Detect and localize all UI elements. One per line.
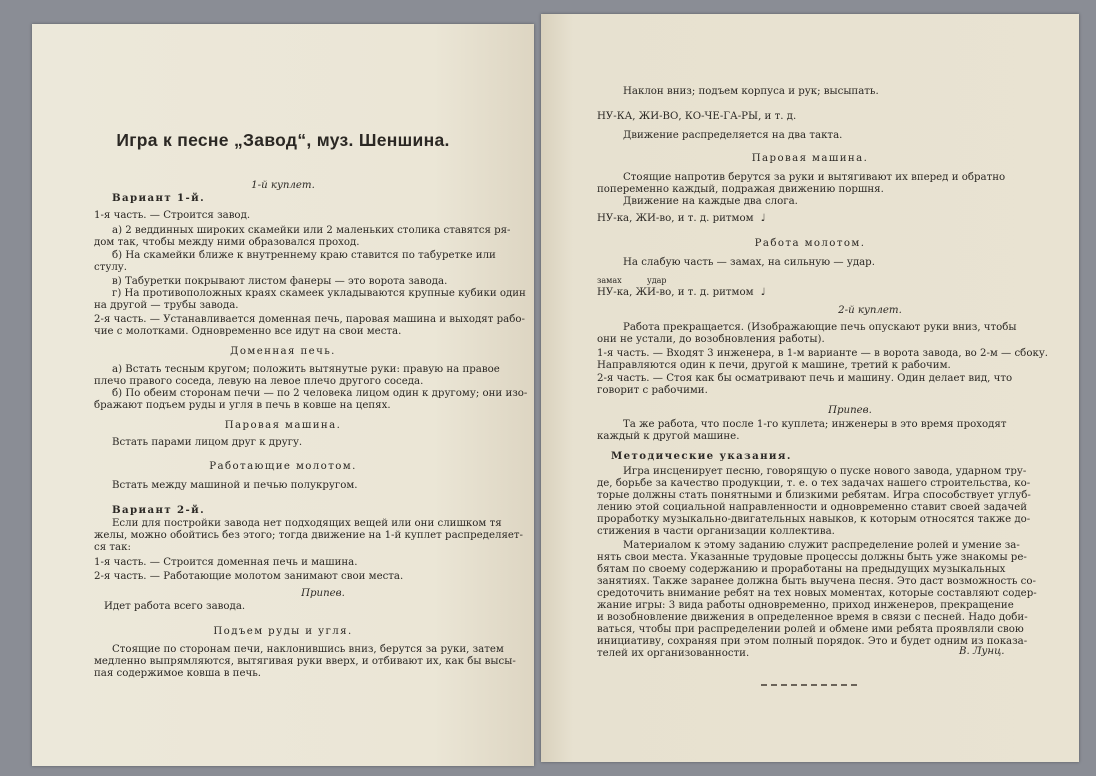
paragraph-line: бражают подъем руды и угля в печь в ковше на цепях. bbox=[94, 400, 391, 411]
rhythm-text: НУ-ка, ЖИ-во, и т. д. ритмом bbox=[597, 287, 754, 298]
paragraph-line: 2-я часть. — Стоя как бы осматривают печь и машину. Один делает вид, что bbox=[597, 373, 1013, 384]
paragraph-line: ваться, чтобы при распределении ролей и обмене ими ребята проявляли свою bbox=[597, 624, 1024, 635]
ore-heading: Подъем руды и угля. bbox=[213, 626, 353, 637]
paragraph-line: нять свои места. Указанные трудовые процессы должны быть уже знакомы ре- bbox=[597, 552, 1027, 563]
paragraph-line: 2-я часть. — Работающие молотом занимают свои места. bbox=[94, 571, 404, 582]
paragraph-line: Направляются один к печи, другой к машине, третий к рабочим. bbox=[597, 360, 951, 371]
paragraph-line: телей их организованности. bbox=[597, 648, 750, 659]
paragraph-line: Та же работа, что после 1-го куплета; инженеры в это время проходят bbox=[623, 419, 1007, 430]
paragraph-line: попеременно каждый, подражая движению поршня. bbox=[597, 184, 884, 195]
variant2-heading: Вариант 2-й. bbox=[112, 504, 206, 516]
paragraph-line: желы, можно обойтись без этого; тогда движение на 1-й куплет распределяет- bbox=[94, 530, 523, 541]
page-title: Игра к песне „Завод“, муз. Шеншина. bbox=[116, 130, 450, 150]
paragraph-line: Встать парами лицом друг к другу. bbox=[112, 437, 303, 448]
variant1-heading: Вариант 1-й. bbox=[112, 192, 206, 204]
swing-label: замах bbox=[597, 276, 622, 285]
paragraph-line: плечо правого соседа, левую на левое плечо другого соседа. bbox=[94, 376, 424, 387]
paragraph-line: дом так, чтобы между ними образовался проход. bbox=[94, 237, 360, 248]
part2-line: 2-я часть. — Устанавливается доменная печь, паровая машина и выходят рабо- bbox=[94, 314, 525, 325]
paragraph-line: Встать между машиной и печью полукругом. bbox=[112, 480, 358, 491]
method-heading: Методические указания. bbox=[611, 450, 792, 462]
note-icon: ♩ bbox=[760, 287, 766, 298]
paragraph-line: стижения в части организации коллектива. bbox=[597, 526, 835, 537]
chorus-heading: Припев. bbox=[828, 405, 872, 416]
paragraph-line: 1-я часть. — Строится доменная печь и машина. bbox=[94, 557, 358, 568]
paragraph-line: торые должны стать понятными и близкими ребятам. Игра способствует углуб- bbox=[597, 490, 1031, 501]
paragraph-line: Стоящие по сторонам печи, наклонившись вниз, берутся за руки, затем bbox=[112, 644, 504, 655]
paragraph-line: НУ-КА, ЖИ-ВО, КО-ЧЕ-ГА-РЫ, и т. д. bbox=[597, 111, 797, 122]
steam-heading: Паровая машина. bbox=[224, 420, 342, 431]
paragraph-line: Движение распределяется на два такта. bbox=[623, 130, 843, 141]
furnace-heading: Доменная печь. bbox=[230, 346, 336, 357]
paragraph-line: де, борьбе за качество продукции, т. е. о тех задачах нашего строительства, ко- bbox=[597, 478, 1031, 489]
paragraph-line: чие с молотками. Одновременно все идут на свои места. bbox=[94, 326, 402, 337]
paragraph-line: жание игры: 3 вида работы одновременно, приход инженеров, прекращение bbox=[597, 600, 1014, 611]
paragraph-line: Стоящие напротив берутся за руки и вытягивают их вперед и обратно bbox=[623, 172, 1006, 183]
paragraph-line: Идет работа всего завода. bbox=[104, 601, 246, 612]
paragraph-line: они не устали, до возобновления работы). bbox=[597, 334, 825, 345]
divider bbox=[761, 684, 857, 686]
paragraph-line: средоточить внимание ребят на тех новых моментах, которые составляют содер- bbox=[597, 588, 1037, 599]
paragraph-line: а) 2 веддинных широких скамейки или 2 маленьких столика ставятся ря- bbox=[112, 225, 511, 236]
paragraph-line: инициативу, сохраняя при этом полный порядок. Это и будет одним из показа- bbox=[597, 636, 1028, 647]
verse2-heading: 2-й куплет. bbox=[838, 305, 902, 316]
part1-line: 1-я часть. — Строится завод. bbox=[94, 210, 251, 221]
paragraph-line: бятам по своему содержанию и проработаны на предыдущих музыкальных bbox=[597, 564, 1006, 575]
verse1-heading: 1-й куплет. bbox=[251, 180, 315, 191]
paragraph-line: На слабую часть — замах, на сильную — удар. bbox=[623, 257, 875, 268]
hammer-heading: Работа молотом. bbox=[754, 238, 866, 249]
paragraph-line: лению этой социальной направленности и одновременно ставит своей задачей bbox=[597, 502, 1028, 513]
paragraph-line: г) На противоположных краях скамеек укладываются крупные кубики один bbox=[112, 288, 526, 299]
paragraph-line: на другой — трубы завода. bbox=[94, 300, 239, 311]
paragraph-line: проработку музыкально-двигательных навыков, к которым относятся также до- bbox=[597, 514, 1031, 525]
note-icon: ♩ bbox=[760, 213, 766, 224]
rhythm-text: НУ-ка, ЖИ-во, и т. д. ритмом bbox=[597, 213, 754, 224]
right-page bbox=[541, 14, 1079, 762]
hammer-heading: Работающие молотом. bbox=[209, 461, 357, 472]
strike-label: удар bbox=[647, 276, 667, 285]
paragraph-line: Движение на каждые два слога. bbox=[623, 196, 798, 207]
paragraph-line: в) Табуретки покрывают листом фанеры — это ворота завода. bbox=[112, 276, 448, 287]
paragraph-line: Если для постройки завода нет подходящих вещей или они слишком тя bbox=[112, 518, 502, 529]
paragraph-line: Материалом к этому заданию служит распределение ролей и умение за- bbox=[623, 540, 1020, 551]
left-page bbox=[32, 24, 534, 766]
chorus-heading: Припев. bbox=[301, 588, 345, 599]
paragraph-line: занятиях. Также заранее должна быть выучена песня. Это даст возможность со- bbox=[597, 576, 1036, 587]
paragraph-line: ся так: bbox=[94, 542, 131, 553]
signature: В. Лунц. bbox=[959, 646, 1005, 657]
paragraph-line: а) Встать тесным кругом; положить вытянутые руки: правую на правое bbox=[112, 364, 500, 375]
paragraph-line: Игра инсценирует песню, говорящую о пуске нового завода, ударном тру- bbox=[623, 466, 1027, 477]
paragraph-line: медленно выпрямляются, вытягивая руки вверх, и отбивают их, как бы высы- bbox=[94, 656, 516, 667]
rhythm-line bbox=[597, 213, 766, 225]
paragraph-line: и возобновление движения в определенное время в связи с песней. Надо доби- bbox=[597, 612, 1028, 623]
paragraph-line: б) По обеим сторонам печи — по 2 человека лицом один к другому; они изо- bbox=[112, 388, 528, 399]
paragraph-line: пая содержимое ковша в печь. bbox=[94, 668, 262, 679]
paragraph-line: 1-я часть. — Входят 3 инженера, в 1-м варианте — в ворота завода, во 2-м — сбоку. bbox=[597, 348, 1049, 359]
paragraph-line: Работа прекращается. (Изображающие печь опускают руки вниз, чтобы bbox=[623, 322, 1017, 333]
paragraph-line: говорит с рабочими. bbox=[597, 385, 708, 396]
paragraph-line: б) На скамейки ближе к внутреннему краю ставится по табуретке или bbox=[112, 250, 496, 261]
steam-heading: Паровая машина. bbox=[751, 153, 869, 164]
paragraph-line: Наклон вниз; подъем корпуса и рук; высыпать. bbox=[623, 86, 879, 97]
rhythm-line-2 bbox=[597, 287, 766, 299]
paragraph-line: стулу. bbox=[94, 262, 128, 273]
paragraph-line: каждый к другой машине. bbox=[597, 431, 740, 442]
